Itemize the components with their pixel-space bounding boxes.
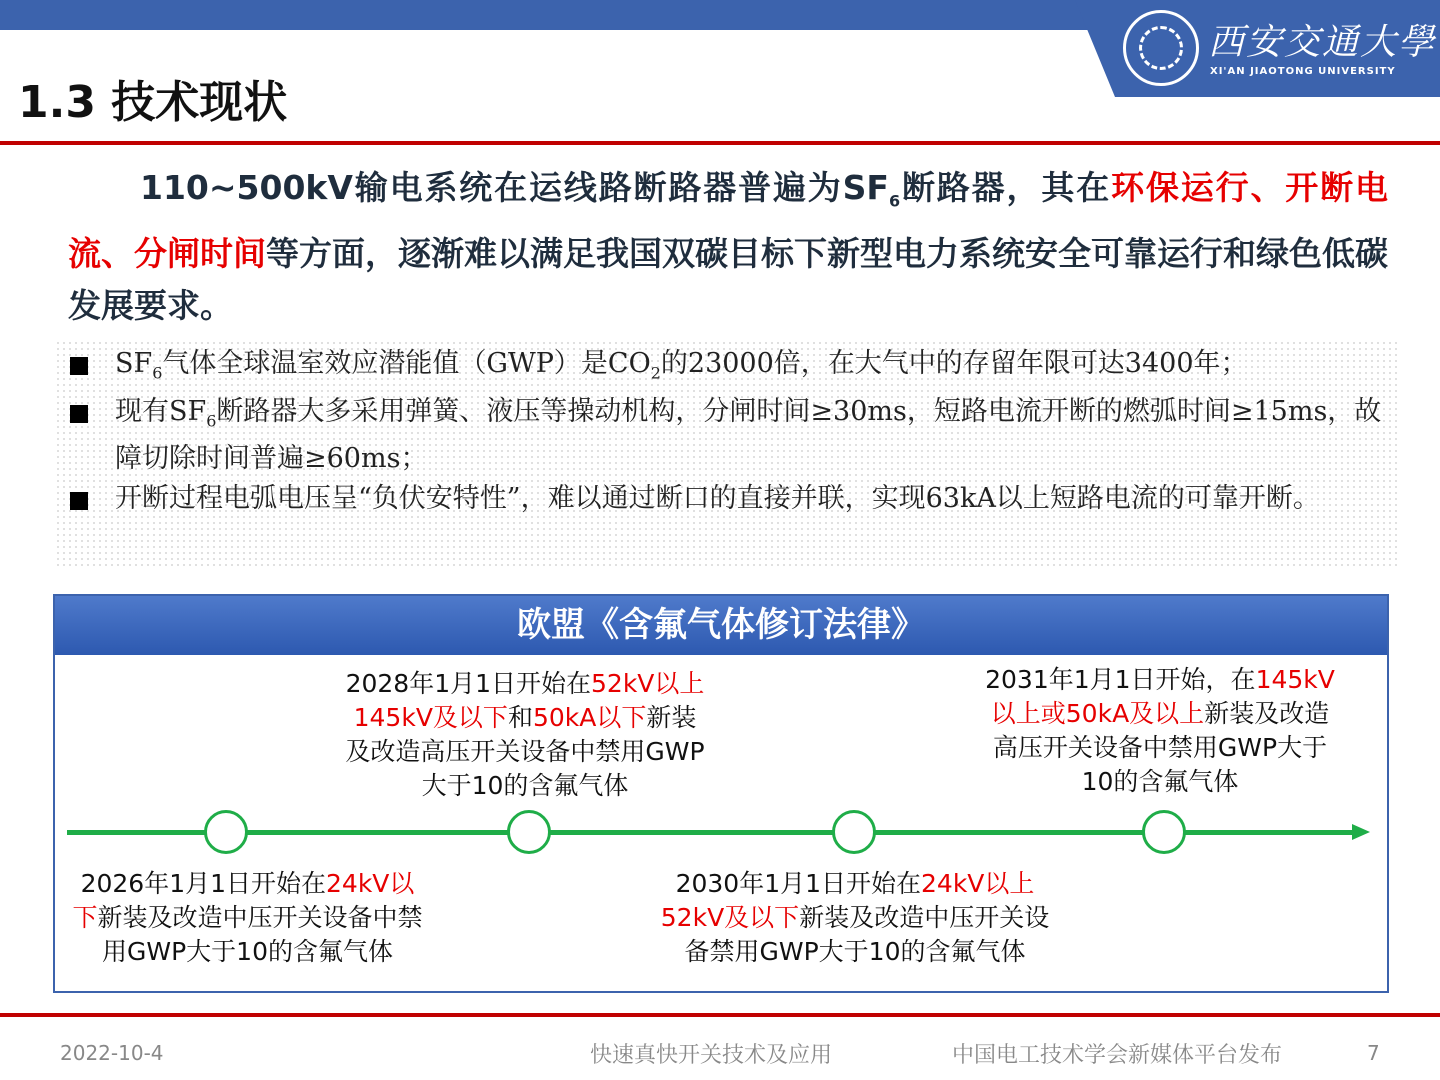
footer-divider [0, 1013, 1440, 1017]
divider [0, 141, 1440, 145]
list-item: 现有$SF_6$断路器大多采用弹簧、液压等操动机构，分闸时间≥30ms，短路电流开断的燃弧时间≥15ms，故障切除时间普遍≥60ms； [70, 393, 1390, 478]
intro-paragraph: 110~500kV输电系统在运线路断路器普遍为$SF_6$断路器，其在环保运行、开断电流、分闸时间等方面，逐渐难以满足我国双碳目标下新型电力系统安全可靠运行和绿色低碳发展要求。 [68, 168, 1389, 325]
timeline-title: 欧盟《含氟气体修订法律》 [55, 596, 1387, 655]
bullet-square-icon [70, 492, 88, 510]
logo-en: XI'AN JIAOTONG UNIVERSITY [1210, 66, 1396, 77]
timeline-event-2026: 2026年1月1日开始在24kV以下新装及改造中压开关设备中禁用GWP大于10的含氟气体 [72, 869, 423, 966]
bullet-square-icon [70, 405, 88, 423]
timeline-event-2031: 2031年1月1日开始，在145kV以上或50kA及以上新装及改造高压开关设备中禁用GWP大于10的含氟气体 [985, 665, 1335, 796]
logo-cn: 西安交通大學 [1208, 22, 1437, 63]
timeline-event-2030: 2030年1月1日开始在24kV以上52kV及以下新装及改造中压开关设备禁用GWP大于10的含氟气体 [660, 869, 1050, 966]
timeline-node [507, 810, 551, 854]
bullet-square-icon [70, 357, 88, 375]
page-title: 1.3 技术现状 [18, 77, 288, 128]
university-seal-icon [1123, 10, 1199, 86]
page-number: 7 [1367, 1041, 1380, 1065]
bullet-list [55, 340, 1400, 566]
arrow-right-icon [1352, 824, 1370, 840]
timeline-node [204, 810, 248, 854]
timeline-node [1142, 810, 1186, 854]
footer-title: 快速真快开关技术及应用 [590, 1043, 833, 1068]
timeline-event-2028: 2028年1月1日开始在52kV以上145kV及以下和50kA以下新装及改造高压开关设备中禁用GWP大于10的含氟气体 [345, 669, 705, 800]
timeline-node [832, 810, 876, 854]
list-item: 开断过程电弧电压呈“负伏安特性”，难以通过断口的直接并联，实现63kA以上短路电流的可靠开断。 [70, 480, 1390, 518]
footer-date: 2022-10-4 [60, 1041, 164, 1065]
footer-publisher: 中国电工技术学会新媒体平台发布 [952, 1043, 1283, 1068]
list-item: $SF_6$气体全球温室效应潜能值（GWP）是$CO_2$的23000倍，在大气中的存留年限可达3400年； [70, 345, 1390, 392]
